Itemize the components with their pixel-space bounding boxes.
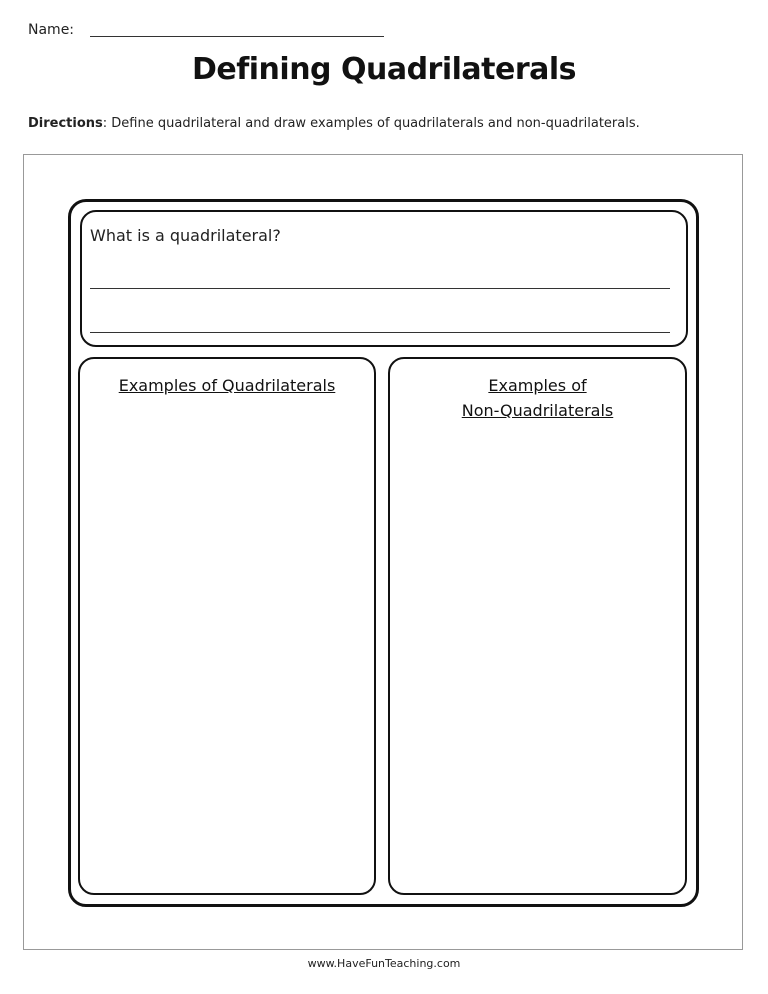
footer-website: www.HaveFunTeaching.com xyxy=(307,957,461,970)
definition-box xyxy=(80,210,688,347)
quadrilateral-examples-box xyxy=(78,357,376,895)
non-quadrilateral-examples-box xyxy=(388,357,687,895)
name-label: Name: xyxy=(28,22,75,38)
directions xyxy=(28,116,748,131)
answer-line xyxy=(90,332,670,333)
worksheet-title: Defining Quadrilaterals xyxy=(191,52,577,87)
quadrilateral-examples-heading-text: Examples of Quadrilaterals xyxy=(118,376,336,395)
non-quadrilateral-heading-line2: Non-Quadrilaterals xyxy=(461,401,614,420)
non-quadrilateral-examples-heading xyxy=(390,373,685,423)
definition-prompt: What is a quadrilateral? xyxy=(90,226,281,245)
answer-line xyxy=(90,288,670,289)
quadrilateral-examples-heading xyxy=(80,373,374,398)
name-write-line xyxy=(90,36,384,37)
directions-label: Directions xyxy=(28,116,103,131)
non-quadrilateral-heading-line1: Examples of xyxy=(488,376,587,395)
name-field-row xyxy=(28,22,408,42)
directions-text: : Define quadrilateral and draw examples of quadrilaterals and non-quadrilaterals. xyxy=(102,116,640,131)
